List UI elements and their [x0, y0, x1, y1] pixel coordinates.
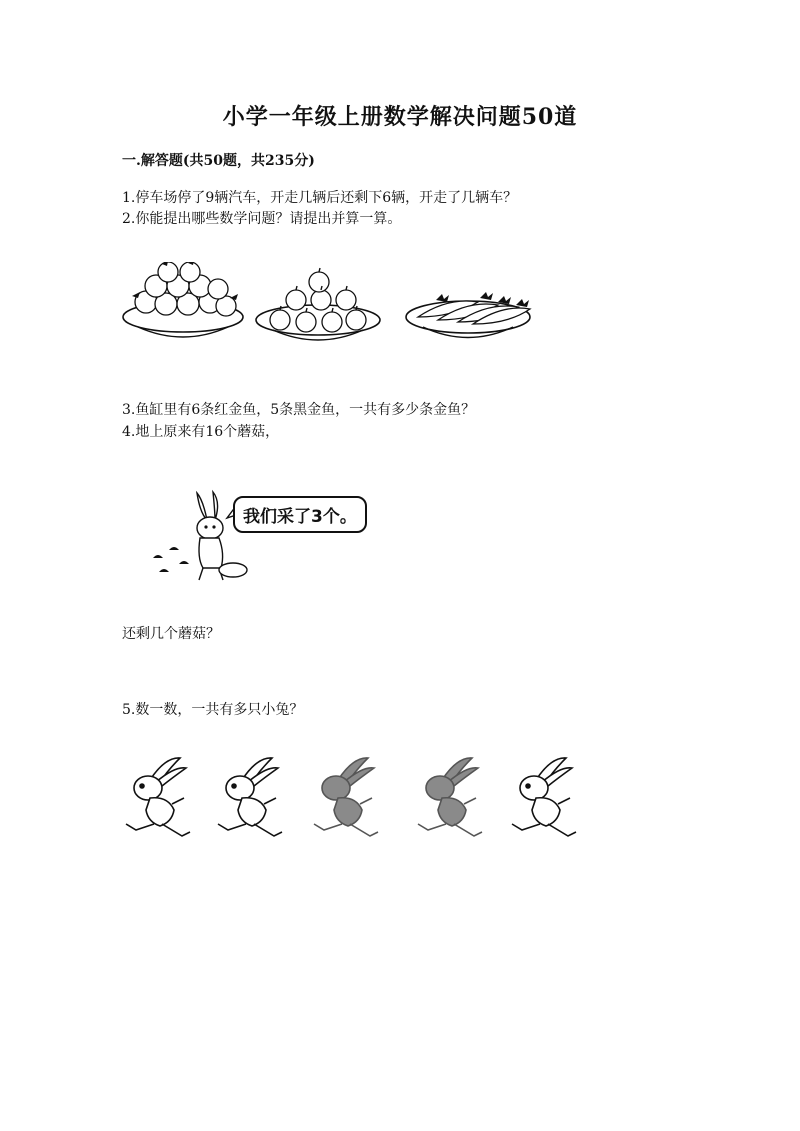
speech-bubble	[233, 496, 367, 533]
gray-rabbit-icon	[314, 758, 378, 836]
mushroom-icon	[179, 561, 189, 564]
fruit-plates-illustration	[118, 262, 538, 352]
apples-plate-icon	[256, 268, 380, 340]
question-3: 3.鱼缸里有6条红金鱼，5条黑金鱼，一共有多少条金鱼？	[122, 402, 476, 418]
question-4: 4.地上原来有16个蘑菇，	[122, 424, 280, 440]
page-title: 小学一年级上册数学解决问题50道	[222, 104, 578, 130]
question-5: 5.数一数，一共有多只小兔？	[122, 702, 304, 718]
question-2: 2.你能提出哪些数学问题？请提出并算一算。	[122, 211, 402, 227]
white-rabbit-icon	[126, 758, 190, 836]
mushroom-icon	[169, 547, 179, 550]
question-1: 1.停车场停了9辆汽车，开走几辆后还剩下6辆，开走了几辆车？	[122, 190, 518, 206]
rabbit-row-illustration	[120, 752, 590, 852]
mushroom-icon	[153, 555, 163, 558]
gray-rabbit-icon	[418, 758, 482, 836]
rabbit-picking-mushrooms-illustration	[145, 488, 395, 588]
white-rabbit-icon	[512, 758, 576, 836]
section-heading: 一.解答题(共50题，共235分)	[122, 153, 315, 169]
carrots-plate-icon	[406, 292, 530, 338]
peaches-plate-icon	[123, 262, 243, 337]
white-rabbit-icon	[218, 758, 282, 836]
question-4-follow-up: 还剩几个蘑菇？	[122, 626, 220, 642]
speech-bubble-text: 我们采了3个。	[243, 507, 357, 527]
mushroom-icon	[159, 569, 169, 572]
